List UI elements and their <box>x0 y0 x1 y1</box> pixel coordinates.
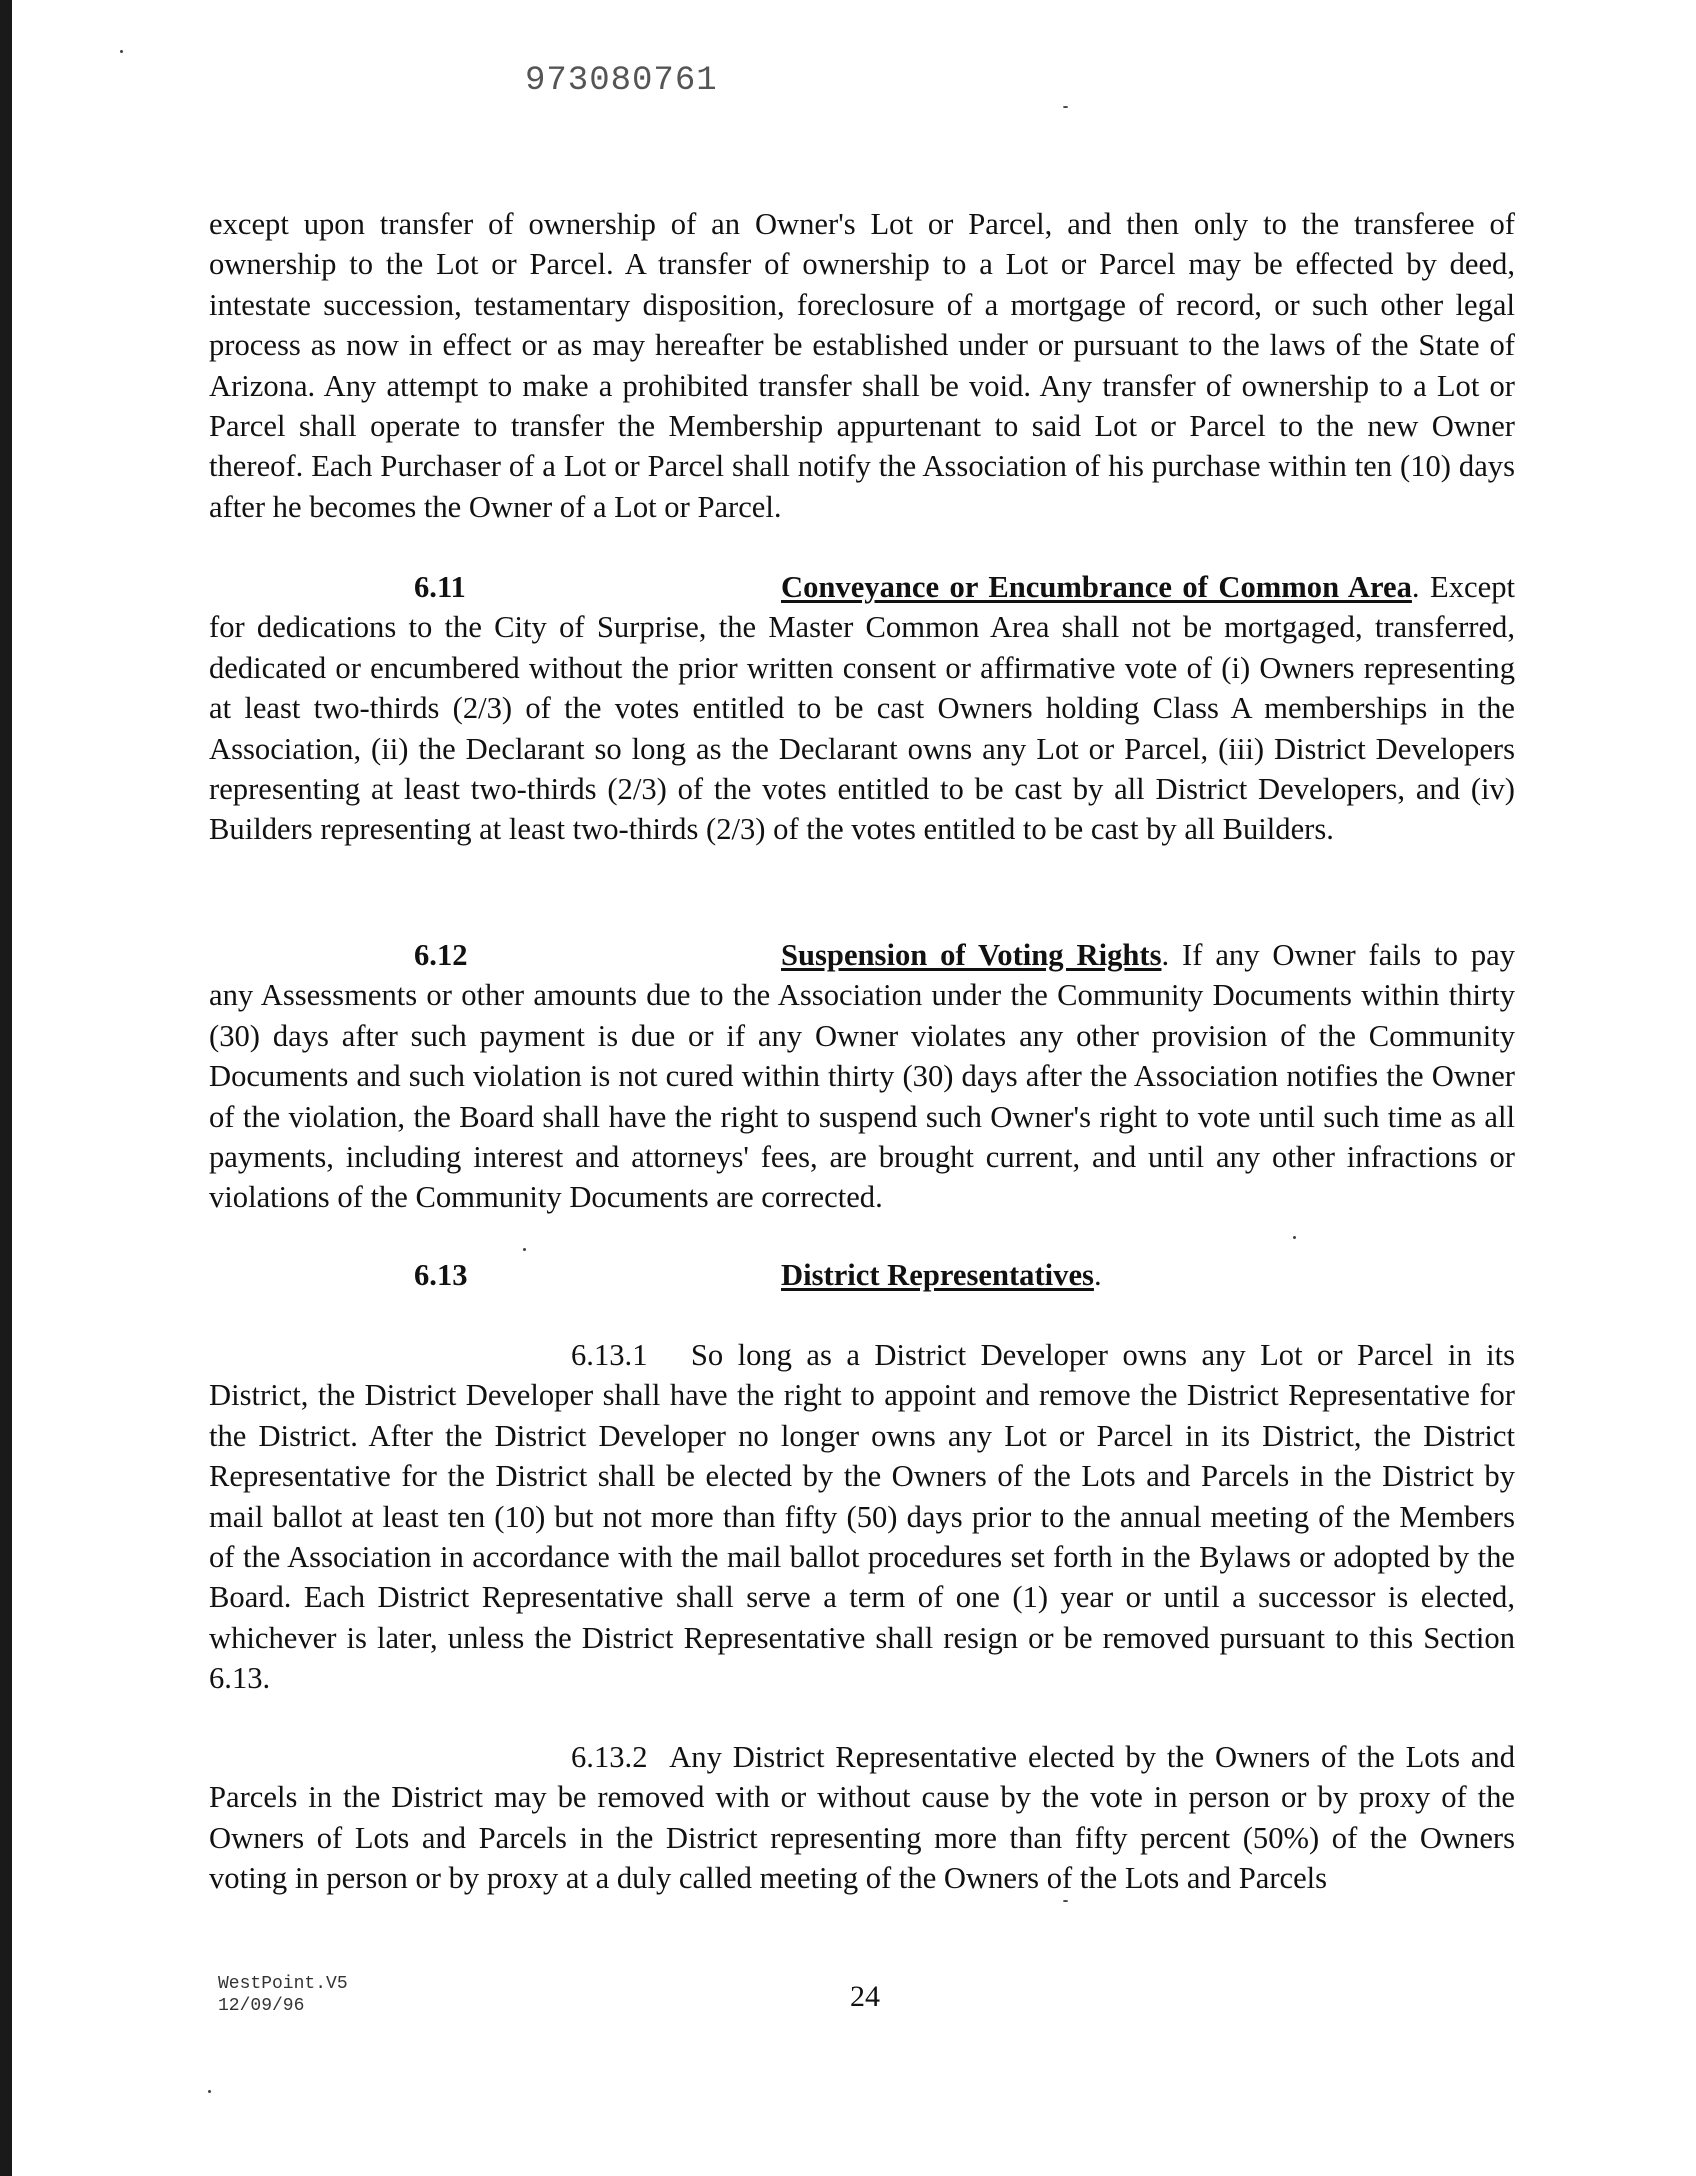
section-6-11-title: Conveyance or Encumbrance of Common Area <box>781 570 1412 604</box>
section-6-11-body: . Except for dedications to the City of Surprise, the Master Common Area shall not be mortgaged, transferred, dedicated or encumbered without the prior written consent or affirmative vote of (i) Owners representing at least two-thirds (2/3) of the votes entitled to be cast Owners holding Class A memberships in the Association, (ii) the Declarant so long as the Declarant owns any Lot or Parcel, (iii) District Developers representing at least two-thirds (2/3) of the votes entitled to be cast by all District Developers, and (iv) Builders representing at least two-thirds (2/3) of the votes entitled to be cast by all Builders. <box>209 570 1515 847</box>
section-6-13-number: 6.13 <box>414 1258 468 1292</box>
scan-speck <box>1063 106 1068 108</box>
section-6-13-2-number: 6.13.2 <box>571 1740 648 1774</box>
section-6-13-title: District Representatives <box>781 1258 1094 1292</box>
scan-speck <box>120 50 123 53</box>
section-6-13-title-suffix: . <box>1093 1258 1102 1292</box>
section-6-13-1-body: So long as a District Developer owns any Lot or Parcel in its District, the District Developer shall have the right to appoint and remove the District Representative for the District. After the District Developer no longer owns any Lot or Parcel in its District, the District Representative for the District shall be elected by the Owners of the Lots and Parcels in the District by mail ballot at least ten (10) but not more than fifty (50) days prior to the annual meeting of the Members of the Association in accordance with the mail ballot procedures set forth in the Bylaws or adopted by the Board. Each District Representative shall serve a term of one (1) year or until a successor is elected, whichever is later, unless the District Representative shall resign or be removed pursuant to this Section 6.13. <box>209 1338 1515 1696</box>
scan-left-edge <box>0 0 12 2176</box>
footer-file-info <box>218 1973 348 2017</box>
section-6-13-1-paragraph <box>209 1335 1515 1699</box>
section-6-11-number: 6.11 <box>414 570 466 604</box>
section-6-13-heading <box>209 1255 1515 1295</box>
scan-speck <box>1293 1236 1296 1239</box>
scan-speck <box>523 1248 526 1251</box>
document-number: 973080761 <box>525 62 718 100</box>
footer-file-name: WestPoint.V5 <box>218 1974 348 1994</box>
intro-paragraph: except upon transfer of ownership of an Owner's Lot or Parcel, and then only to the transferee of ownership to the Lot or Parcel. A transfer of ownership to a Lot or Parcel may be effected by deed, intestate succession, testamentary disposition, foreclosure of a mortgage of record, or such other legal process as now in effect or as may hereafter be established under or pursuant to the laws of the State of Arizona. Any attempt to make a prohibited transfer shall be void. Any transfer of ownership to a Lot or Parcel shall operate to transfer the Membership appurtenant to said Lot or Parcel to the new Owner thereof. Each Purchaser of a Lot or Parcel shall notify the Association of his purchase within ten (10) days after he becomes the Owner of a Lot or Parcel. <box>209 207 1515 524</box>
section-6-13-1-number: 6.13.1 <box>571 1338 648 1372</box>
section-6-13-2-paragraph <box>209 1737 1515 1899</box>
section-6-12-body: . If any Owner fails to pay any Assessments or other amounts due to the Association under the Community Documents within thirty (30) days after such payment is due or if any Owner violates any other provision of the Community Documents and such violation is not cured within thirty (30) days after the Association notifies the Owner of the violation, the Board shall have the right to suspend such Owner's right to vote until such time as all payments, including interest and attorneys' fees, are brought current, and until any other infractions or violations of the Community Documents are corrected. <box>209 938 1515 1215</box>
section-6-12-title: Suspension of Voting Rights <box>781 938 1162 972</box>
section-6-13-2-body: Any District Representative elected by the Owners of the Lots and Parcels in the District may be removed with or without cause by the vote in person or by proxy of the Owners of Lots and Parcels in the District representing more than fifty percent (50%) of the Owners voting in person or by proxy at a duly called meeting of the Owners of the Lots and Parcels <box>209 1740 1515 1896</box>
section-6-11-paragraph <box>209 567 1515 850</box>
section-6-12-paragraph <box>209 935 1515 1218</box>
page-number: 24 <box>850 1980 880 2013</box>
scan-speck <box>1063 1900 1068 1902</box>
footer-date: 12/09/96 <box>218 1996 305 2016</box>
scan-speck <box>208 2090 211 2093</box>
section-6-12-number: 6.12 <box>414 938 468 972</box>
